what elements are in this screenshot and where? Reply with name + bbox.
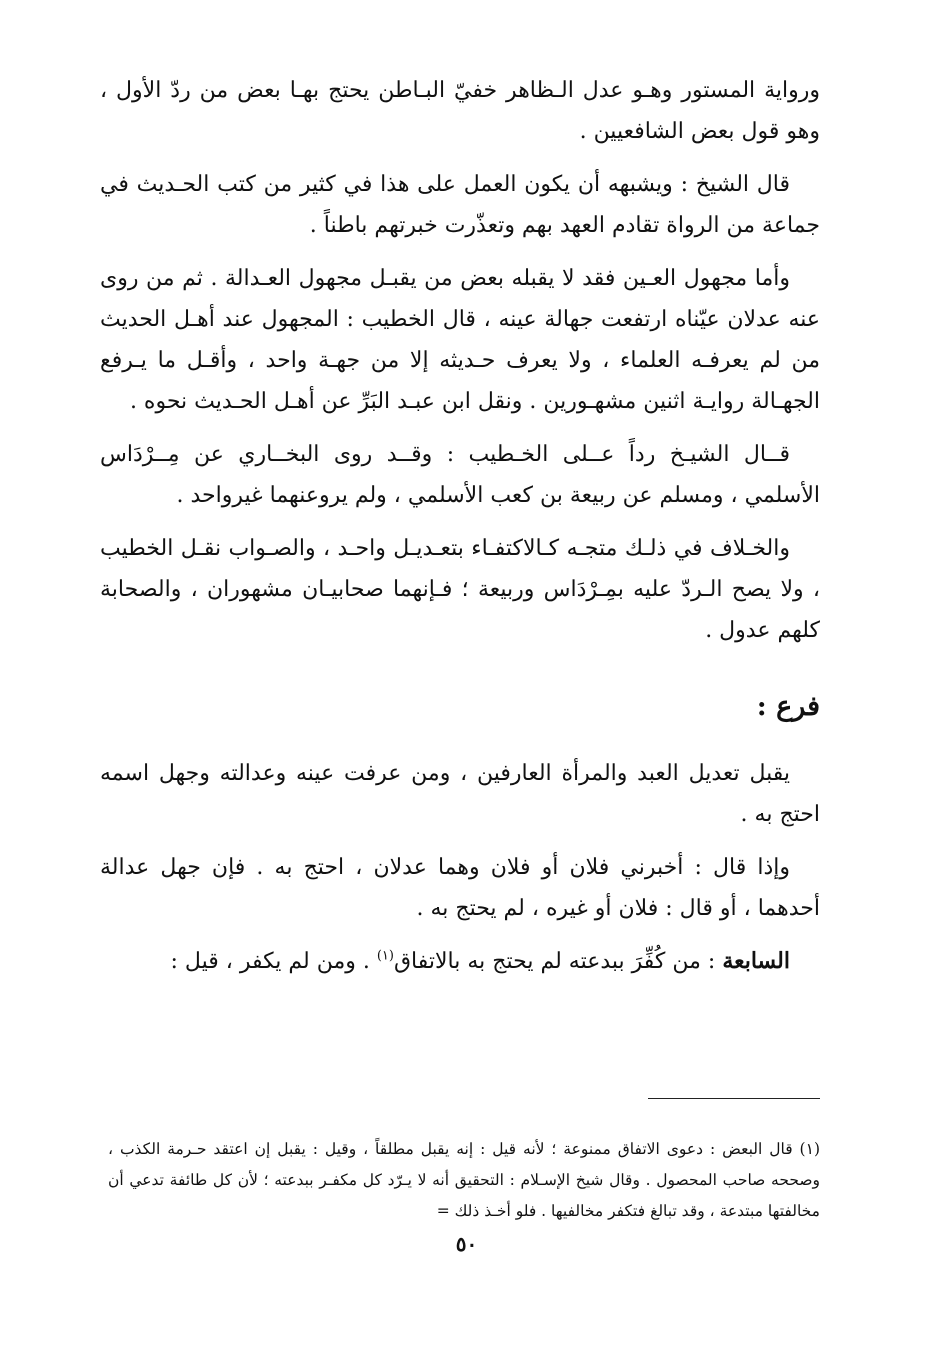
paragraph-3: وأما مجهول العـين فقد لا يقبله بعض من يقبـل مجهول العـدالة . ثم من روى عنه عدلان عيّناه ارتفعت جهالة عينه ، قال الخطيب : المجهول عند أهـل الحديث من لم يعرفـه العلماء ، ولا يعرف حـديثه إلا من جهـة واحد ، وأقـل ما يـرفع الجهـالة روايـة اثنين مشهـورين . ونقل ابن عبـد البَرِّ عن أهـل الحـديث نحوه . (100, 266, 820, 414)
paragraph-5: والخـلاف في ذلـك متجـه كـالاكتفـاء بتعـديـل واحـد ، والصـواب نقـل الخطيب ، ولا يصح الـردّ عليه بمِـرْدَاس وربيعة ؛ فـإنهما صحابيـان مشهوران ، والصحابة كلهم عدول . (100, 536, 820, 643)
footnote-text: (١) قال البعض : دعوى الاتفاق ممنوعة ؛ لأنه قيل : إنه يقبل مطلقاً ، وقيل : يقبل إن اعتقد حـرمة الكذب ، وصححه صاحب المحصول . وقال شيخ الإسـلام : التحقيق أنه لا يـرّد كل مكفـر ببدعته ؛ لأن كل طائفة تدعي أن مخالفتها مبتدعة ، وقد تبالغ فتكفر مخالفيها . فلو أخـذ ذلك = (108, 1139, 820, 1220)
paragraph-1: ورواية المستور وهـو عدل الـظاهر خفيّ البـاطن يحتج بهـا بعض من ردّ الأول ، وهو قول بعض الشافعيين . (100, 78, 820, 144)
section-heading: فرع : (756, 691, 820, 722)
paragraph-6: يقبل تعديل العبد والمرأة العارفين ، ومن عرفت عينه وعدالته وجهل اسمه احتج به . (100, 761, 820, 827)
page-number: ٥٠ (455, 1232, 478, 1256)
footnote-divider (648, 1098, 820, 1099)
footnote-marker[interactable]: (١) (376, 948, 394, 964)
paragraph-7: وإذا قال : أخبرني فلان أو فلان وهما عدلان ، احتج به . فإن جهل عدالة أحدهما ، أو قال : فلان أو غيره ، لم يحتج به . (100, 855, 820, 921)
page-body (100, 70, 820, 994)
paragraph-8-text-after-note: . ومن لم يكفر ، قيل : (170, 949, 377, 974)
paragraph-4: قــال الشيـخ رداً عــلى الخـطيب : وقــد روى البخــاري عن مِــرْدَاس الأسلمي ، ومسلم عن ربيعة بن كعب الأسلمي ، ولم يروعنهما غيرواحد . (100, 442, 820, 508)
paragraph-2: قال الشيخ : ويشبهه أن يكون العمل على هذا في كثير من كتب الحـديث في جماعة من الرواة تقادم العهد بهم وتعذّرت خبرتهم باطناً . (100, 172, 820, 238)
paragraph-8 (100, 941, 820, 982)
paragraph-8-text-before-note: : من كُفِّرَ ببدعته لم يحتج به بالاتفاق (393, 949, 723, 974)
paragraph-lead-word: السابعة (722, 948, 790, 974)
